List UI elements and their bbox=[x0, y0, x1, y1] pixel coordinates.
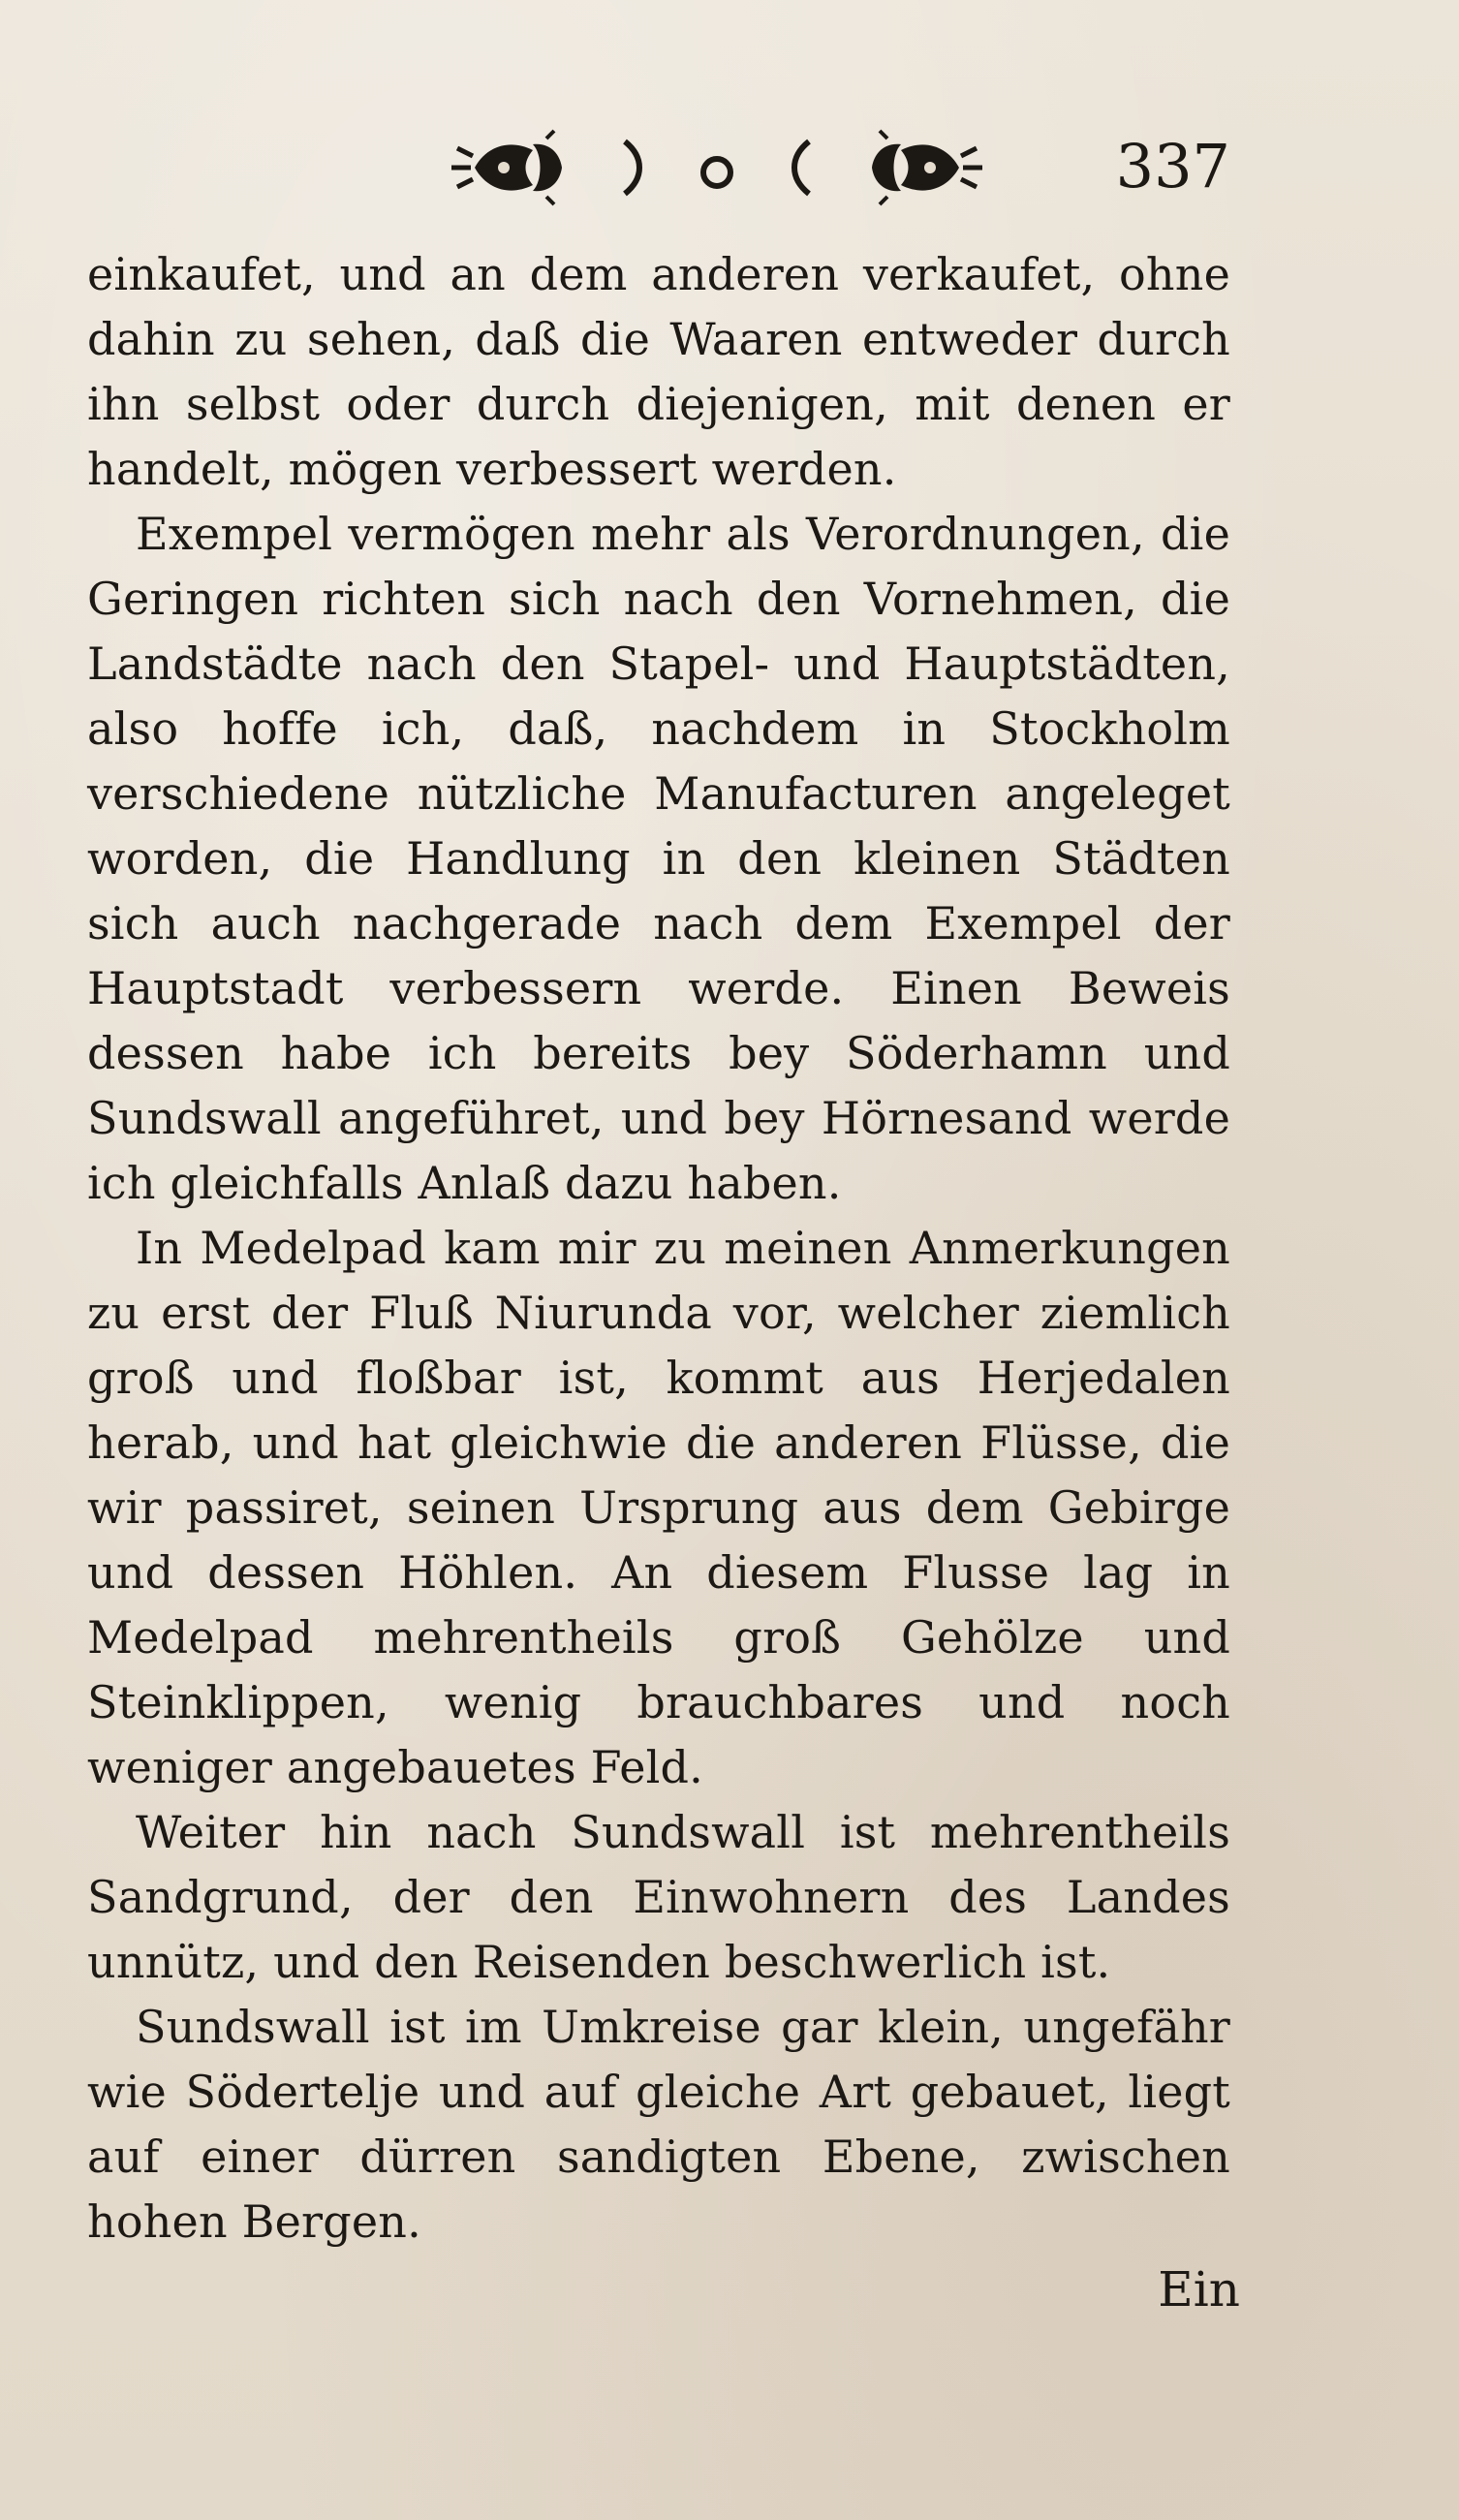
paragraph-3: In Medelpad kam mir zu meinen Anmerkungen zu erst der Fluß Niurunda vor, welcher ziemlich groß und floßbar ist, kommt aus Herjedalen herab, und hat gleichwie die anderen Flüsse, die wir passiret, seinen Ursprung aus dem Gebirge und dessen Höhlen. An diesem Flusse lag in Medelpad mehrentheils groß Gehölze und Steinklippen, wenig brauchbares und noch weniger angebauetes Feld. bbox=[87, 1222, 1230, 1793]
page-number: 337 bbox=[1115, 131, 1230, 202]
paragraph-5: Sundswall ist im Umkreise gar klein, ungefähr wie Södertelje und auf gleiche Art gebauet, liegt auf einer dürren sandigten Ebene, zwischen hohen Bergen. bbox=[87, 2001, 1230, 2248]
fleuron-ornament-icon bbox=[446, 124, 988, 211]
page-header bbox=[87, 124, 1230, 211]
paragraph-2: Exempel vermögen mehr als Verordnungen, die Geringen richten sich nach den Vornehmen, die Landstädte nach den Stapel- und Hauptstädten, also hoffe ich, daß, nachdem in Stockholm verschiedene nützliche Manufacturen angeleget worden, die Handlung in den kleinen Städten sich auch nachgerade nach dem Exempel der Hauptstadt verbessern werde. Einen Beweis dessen habe ich bereits bey Söderhamn und Sundswall angeführet, und bey Hörnesand werde ich gleichfalls Anlaß dazu haben. bbox=[87, 508, 1230, 1209]
paragraph-1: einkaufet, und an dem anderen verkaufet, ohne dahin zu sehen, daß die Waaren entweder durch ihn selbst oder durch diejenigen, mit denen er handelt, mögen verbessert werden. bbox=[87, 248, 1230, 495]
paragraph-4: Weiter hin nach Sundswall ist mehrentheils Sandgrund, der den Einwohnern des Landes unnütz, und den Reisenden beschwerlich ist. bbox=[87, 1806, 1230, 1988]
catchword: Ein bbox=[1158, 2261, 1240, 2318]
page-body bbox=[87, 242, 1230, 2255]
